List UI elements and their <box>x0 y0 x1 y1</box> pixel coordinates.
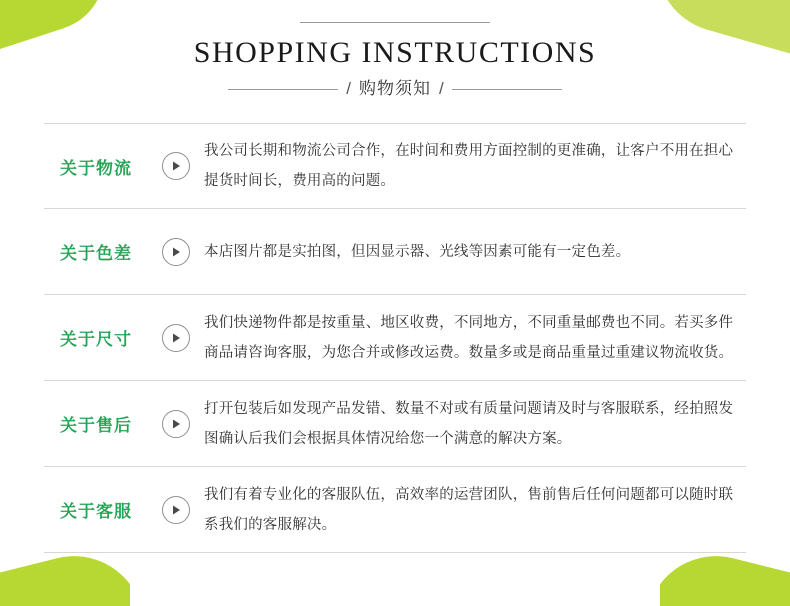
list-item <box>44 295 746 381</box>
arrow-right-circle-icon <box>162 410 190 438</box>
section-label-logistics: 关于物流 <box>60 158 132 178</box>
subtitle-divider-left <box>228 89 338 90</box>
arrow-right-circle-icon <box>162 324 190 352</box>
subtitle-divider-right <box>452 89 562 90</box>
list-item <box>44 467 746 553</box>
arrow-right-circle-icon <box>162 496 190 524</box>
section-label-after-sales: 关于售后 <box>60 416 132 435</box>
page-subtitle-group <box>0 77 790 101</box>
instructions-list <box>44 123 746 553</box>
section-text-logistics: 我公司长期和物流公司合作，在时间和费用方面控制的更准确，让客户不用在担心提货时间长，费用高的问题。 <box>204 143 734 189</box>
list-item <box>44 381 746 467</box>
section-label-color-difference: 关于色差 <box>60 244 132 263</box>
subtitle-slash-right: / <box>439 79 444 98</box>
section-text-size: 我们快递物件都是按重量、地区收费，不同地方，不同重量邮费也不同。若买多件商品请咨询客服，为您合并或修改运费。数量多或是商品重量过重建议物流收货。 <box>204 314 734 361</box>
decorative-corner-bottom-left <box>0 546 130 606</box>
section-label-size: 关于尺寸 <box>60 330 132 349</box>
section-text-customer-service: 我们有着专业化的客服队伍，高效率的运营团队，售前售后任何问题都可以随时联系我们的客服解决。 <box>204 486 734 533</box>
page-title-english: SHOPPING INSTRUCTIONS <box>193 36 597 69</box>
arrow-right-circle-icon <box>162 152 190 180</box>
page-header <box>0 0 790 101</box>
list-item <box>44 209 746 295</box>
section-text-color-difference: 本店图片都是实拍图，但因显示器、光线等因素可能有一定色差。 <box>204 243 631 260</box>
decorative-corner-bottom-right <box>660 546 790 606</box>
section-text-after-sales: 打开包装后如发现产品发错、数量不对或有质量问题请及时与客服联系，经拍照发图确认后我们会根据具体情况给您一个满意的解决方案。 <box>204 400 734 447</box>
subtitle-slash-left: / <box>346 79 351 98</box>
header-top-divider <box>300 22 490 23</box>
section-label-customer-service: 关于客服 <box>60 502 132 521</box>
list-item <box>44 123 746 209</box>
arrow-right-circle-icon <box>162 238 190 266</box>
page-title-chinese: 购物须知 <box>359 79 431 98</box>
